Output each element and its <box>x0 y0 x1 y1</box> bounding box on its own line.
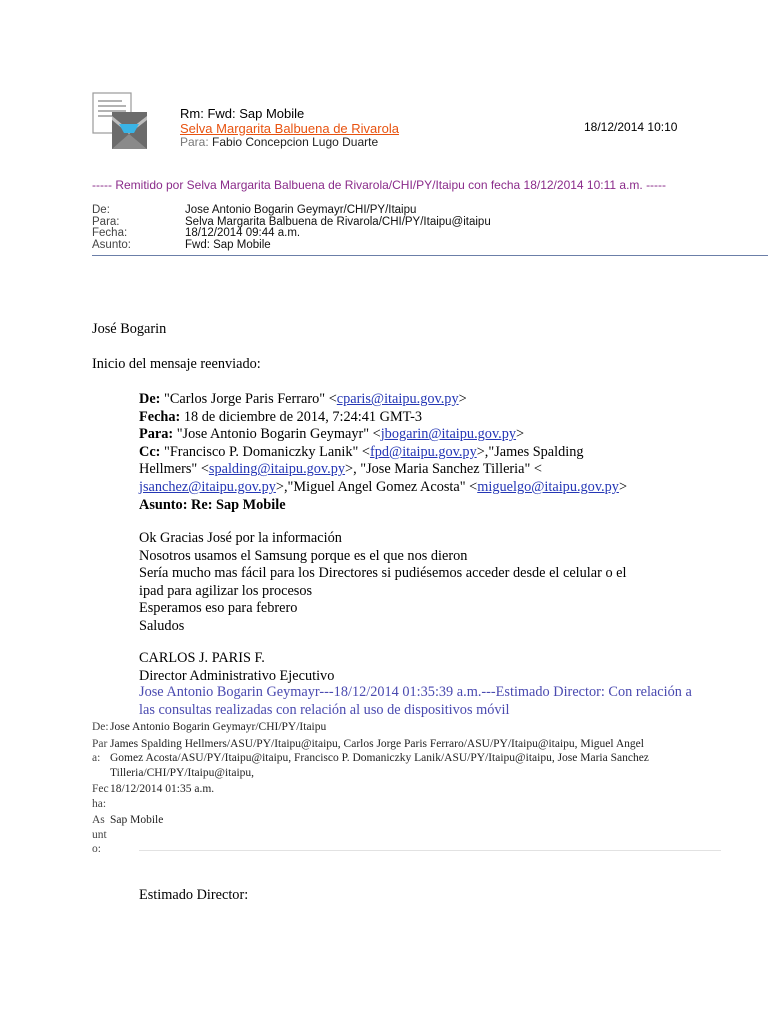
to-email-link[interactable]: jbogarin@itaipu.gov.py <box>380 426 517 443</box>
from-line: De: "Carlos Jorge Paris Ferraro" <cparis@itaipu.gov.py> <box>139 391 467 407</box>
forwarded-banner: ----- Remitido por Selva Margarita Balbuena de Rivarola/CHI/PY/Itaipu con fecha 18/12/2014 10:11 a.m. ----- <box>92 178 667 192</box>
meta-value: James Spalding Hellmers/ASU/PY/Itaipu@itaipu, Carlos Jorge Paris Ferraro/ASU/PY/Itaipu@itaipu, Miguel Angel Gomez Acosta/ASU/PY/Itaipu@itaipu, Francisco P. Domaniczky Lanik/ASU/PY/Itaipu@itaipu, Jose Maria Sanchez Tilleria/CHI/PY/Itaipu@itaipu, <box>110 737 649 779</box>
message-line: ipad para agilizar los procesos <box>139 582 313 599</box>
message-subject: Rm: Fwd: Sap Mobile <box>180 106 305 121</box>
cc-text: >, "Jose Maria Sanchez Tilleria" < <box>345 461 542 478</box>
meta-label: Para: <box>92 737 108 764</box>
meta-value: Fwd: Sap Mobile <box>185 238 271 251</box>
cc-line <box>139 461 739 479</box>
recipient-label: Para: <box>180 135 209 149</box>
message-line: Saludos <box>139 617 185 634</box>
forward-metadata <box>92 205 491 251</box>
signature <box>139 650 334 685</box>
subject-line: Asunto: Re: Sap Mobile <box>139 496 286 513</box>
from-name: "Carlos Jorge Paris Ferraro" < <box>164 391 337 407</box>
meta-label: Asunto: <box>92 814 107 855</box>
meta-row <box>92 228 491 240</box>
quoted-message-link[interactable]: Jose Antonio Bogarin Geymayr---18/12/2014 01:35:39 a.m.---Estimado Director: Con relación a las consultas realizadas con relación al uso de dispositivos móvil <box>139 684 692 718</box>
cc-text: Hellmers" < <box>139 461 209 478</box>
meta-value: 18/12/2014 09:44 a.m. <box>185 227 301 239</box>
message-line: Esperamos eso para febrero <box>139 600 298 617</box>
meta-label: De: <box>92 721 109 733</box>
message-line: Sería mucho mas fácil para los Directores si pudiésemos acceder desde el celular o el <box>139 565 627 582</box>
cc-line <box>139 444 739 462</box>
sender-name[interactable]: Selva Margarita Balbuena de Rivarola <box>180 121 399 136</box>
meta-value: Selva Margarita Balbuena de Rivarola/CHI/PY/Itaipu@itaipu <box>185 215 491 228</box>
meta-row <box>92 240 491 252</box>
forward-intro: Inicio del mensaje reenviado: <box>92 356 261 372</box>
quoted-metadata <box>92 720 680 857</box>
cc-email-link[interactable]: miguelgo@itaipu.gov.py <box>477 478 619 495</box>
recipient-value: Fabio Concepcion Lugo Duarte <box>212 135 379 149</box>
meta-row <box>92 720 680 735</box>
forwarded-headers <box>139 391 739 514</box>
meta-row <box>92 782 680 811</box>
closing-salutation: Estimado Director: <box>139 887 249 903</box>
signature-name: CARLOS J. PARIS F. <box>139 650 265 666</box>
to-name: "Jose Antonio Bogarin Geymayr" < <box>176 426 381 443</box>
cc-text: "Francisco P. Domaniczky Lanik" < <box>164 443 370 460</box>
cc-text: >,"James Spalding <box>476 443 584 460</box>
meta-row <box>92 205 491 217</box>
meta-label: Fecha: <box>92 227 128 239</box>
from-label: De: <box>139 391 161 407</box>
meta-value: Sap Mobile <box>110 814 164 826</box>
date-label: Fecha: <box>139 408 181 425</box>
cc-email-link[interactable]: jsanchez@itaipu.gov.py <box>139 478 276 495</box>
greeting: José Bogarin <box>92 321 167 337</box>
divider <box>139 850 721 851</box>
meta-label: Asunto: <box>92 238 131 251</box>
divider <box>92 255 768 256</box>
meta-label: Para: <box>92 215 120 228</box>
cc-label: Cc: <box>139 443 161 460</box>
cc-line <box>139 479 739 497</box>
from-email-link[interactable]: cparis@itaipu.gov.py <box>336 391 459 407</box>
meta-label: De: <box>92 204 110 216</box>
date-line <box>139 409 739 427</box>
meta-value: 18/12/2014 01:35 a.m. <box>110 783 215 795</box>
meta-value: Jose Antonio Bogarin Geymayr/CHI/PY/Itaipu <box>185 204 417 216</box>
meta-value: Jose Antonio Bogarin Geymayr/CHI/PY/Itaipu <box>110 721 327 733</box>
recipient-line <box>180 135 378 149</box>
date-value: 18 de diciembre de 2014, 7:24:41 GMT-3 <box>183 408 422 425</box>
to-label: Para: <box>139 426 174 443</box>
signature-title: Director Administrativo Ejecutivo <box>139 667 335 684</box>
cc-email-link[interactable]: fpd@itaipu.gov.py <box>369 443 477 460</box>
message-body <box>139 530 739 636</box>
meta-label: Fecha: <box>92 783 109 810</box>
cc-text: >,"Miguel Angel Gomez Acosta" < <box>275 478 478 495</box>
meta-row <box>92 737 680 781</box>
to-line: Para: "Jose Antonio Bogarin Geymayr" <jbogarin@itaipu.gov.py> <box>139 426 525 443</box>
cc-text: > <box>618 478 628 495</box>
message-date: 18/12/2014 10:10 <box>584 120 678 134</box>
message-line: Nosotros usamos el Samsung porque es el que nos dieron <box>139 547 468 564</box>
envelope-icon <box>92 92 148 150</box>
message-line: Ok Gracias José por la información <box>139 530 342 546</box>
cc-email-link[interactable]: spalding@itaipu.gov.py <box>208 461 346 478</box>
